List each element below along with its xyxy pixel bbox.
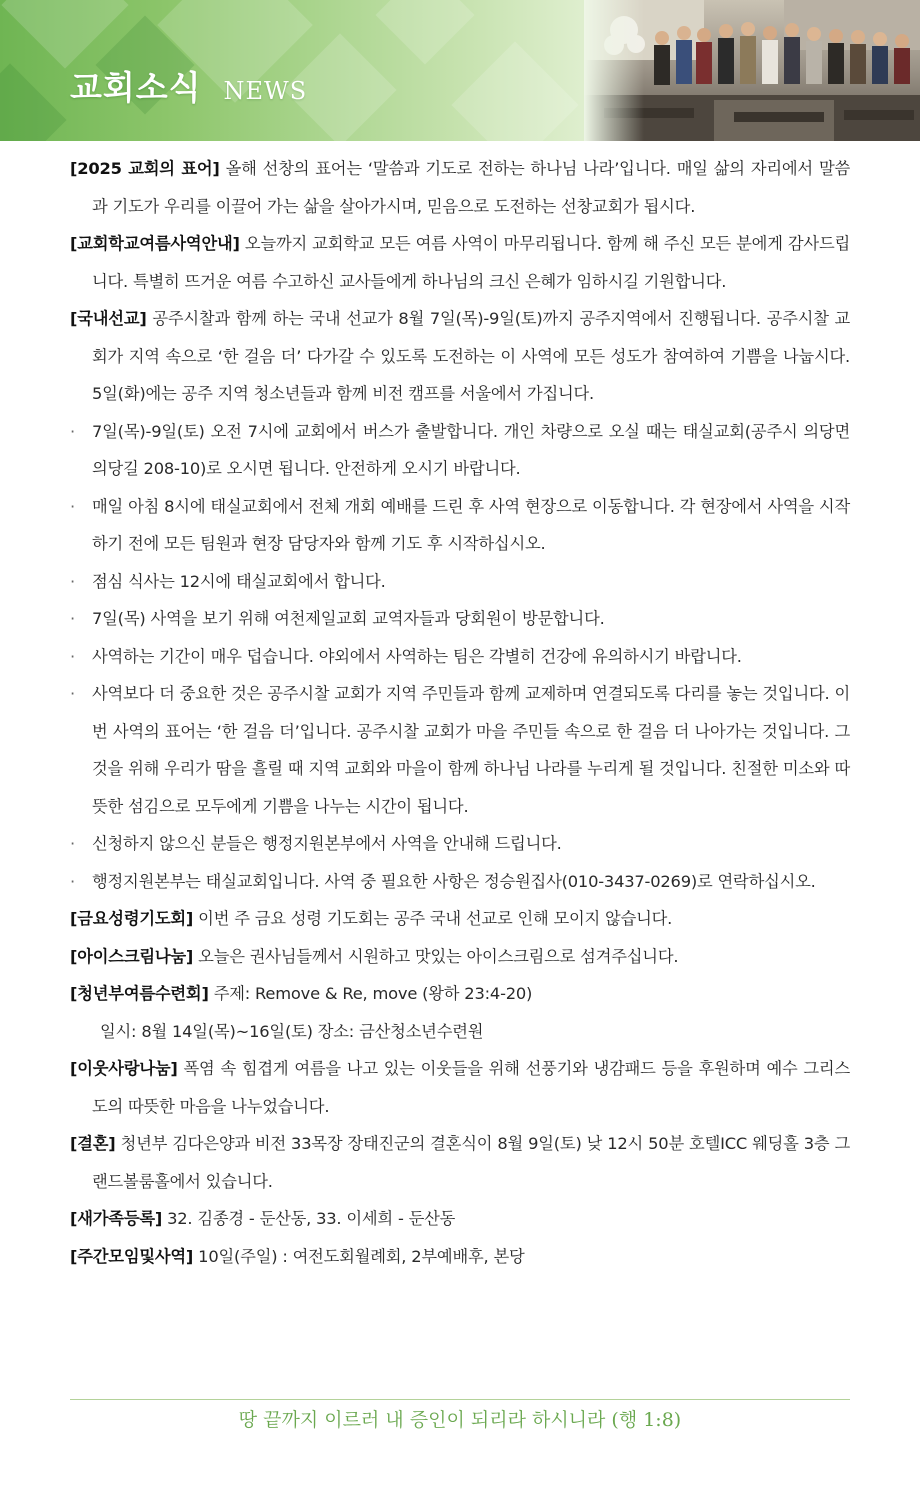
bullet-text: 신청하지 않으신 분들은 행정지원본부에서 사역을 안내해 드립니다. [92, 834, 562, 853]
congregation-photo [584, 0, 920, 141]
bullet-dot: · [70, 496, 75, 516]
item-text: 올해 선창의 표어는 ‘말씀과 기도로 전하는 하나님 나라’입니다. 매일 삶의 자리에서 말씀과 기도가 우리를 이끌어 가는 삶을 살아가시며, 믿음으로 도전하는 선창교회가 됩시다. [92, 159, 850, 216]
news-item-wedding [70, 1125, 850, 1200]
news-item-domestic-mission [70, 300, 850, 413]
news-item-icecream [70, 938, 850, 976]
header-banner [0, 0, 920, 141]
bullet-dot: · [70, 571, 75, 591]
mission-bullet [70, 413, 850, 488]
section-title: 교회소식 [70, 68, 202, 107]
item-text: 이번 주 금요 성령 기도회는 공주 국내 선교로 인해 모이지 않습니다. [193, 909, 673, 928]
item-text: 10일(주일) : 여전도회월례회, 2부예배후, 본당 [193, 1246, 525, 1266]
footer-verse: 땅 끝까지 이르러 내 증인이 되리라 하시니라 (행 1:8) [238, 1409, 682, 1431]
bullet-dot: · [70, 871, 75, 891]
item-text: 32. 김종경 - 둔산동, 33. 이세희 - 둔산동 [162, 1209, 456, 1228]
youth-retreat-detail: 일시: 8월 14일(목)~16일(토) 장소: 금산청소년수련원 [100, 1021, 484, 1041]
news-item-weekly-meetings [70, 1238, 850, 1276]
item-text: 청년부 김다은양과 비전 33목장 장태진군의 결혼식이 8월 9일(토) 낮 12시 50분 호텔ICC 웨딩홀 3층 그랜드볼룸홀에서 있습니다. [92, 1134, 850, 1191]
mission-bullet [70, 675, 850, 825]
bullet-dot: · [70, 684, 75, 703]
news-item-youth-retreat [70, 975, 850, 1013]
mission-bullet [70, 863, 850, 901]
item-tag: [아이스크림나눔] [70, 946, 194, 966]
news-content [70, 150, 850, 1275]
item-tag: [2025 교회의 표어] [70, 159, 220, 178]
item-tag: [새가족등록] [70, 1209, 163, 1228]
item-text: 주제: Remove & Re, move (왕하 23:4-20) [208, 984, 533, 1003]
header-title [70, 62, 307, 109]
mission-bullet [70, 825, 850, 863]
bullet-dot: · [70, 609, 75, 628]
item-text: 폭염 속 힘겹게 여름을 나고 있는 이웃들을 위해 선풍기와 냉감패드 등을 후원하며 예수 그리스도의 따뜻한 마음을 나누었습니다. [92, 1059, 850, 1116]
news-item-new-family [70, 1200, 850, 1238]
mission-bullet [70, 488, 850, 563]
bullet-text: 사역보다 더 중요한 것은 공주시찰 교회가 지역 주민들과 함께 교제하며 연결되도록 다리를 놓는 것입니다. 이번 사역의 표어는 ‘한 걸음 더’입니다. 공주시찰 교회가 마을 주민들 속으로 한 걸음 더 나아가는 것입니다. 그것을 위해 우리가 땀을 흘릴 때 지역 교회와 마을이 함께 하나님 나라를 누리게 될 것입니다. 친절한 미소와 따뜻한 섬김으로 모두에게 기쁨을 나누는 시간이 됩니다. [92, 684, 850, 816]
bullet-text: 매일 아침 8시에 태실교회에서 전체 개회 예배를 드린 후 사역 현장으로 이동합니다. 각 현장에서 사역을 시작하기 전에 모든 팀원과 현장 담당자와 함께 기도 후 시작하십시오. [92, 496, 850, 553]
item-tag: [금요성령기도회] [70, 909, 194, 928]
bullet-text: 7일(목)-9일(토) 오전 7시에 교회에서 버스가 출발합니다. 개인 차량으로 오실 때는 태실교회(공주시 의당면 의당길 208-10)로 오시면 됩니다. 안전하게 오시기 바랍니다. [92, 421, 850, 478]
bullet-dot: · [70, 834, 75, 853]
mission-bullet [70, 563, 850, 601]
item-tag: [이웃사랑나눔] [70, 1059, 178, 1078]
item-tag: [교회학교여름사역안내] [70, 234, 240, 253]
news-item-friday-prayer [70, 900, 850, 938]
news-item-neighbor-love [70, 1050, 850, 1125]
mission-bullet [70, 600, 850, 638]
news-item-summer-school [70, 225, 850, 300]
item-tag: [결혼] [70, 1134, 116, 1153]
bullet-dot: · [70, 421, 75, 441]
item-tag: [국내선교] [70, 309, 147, 328]
bullet-text: 점심 식사는 12시에 태실교회에서 합니다. [92, 571, 386, 591]
item-text: 공주시찰과 함께 하는 국내 선교가 8월 7일(목)-9일(토)까지 공주지역에서 진행됩니다. 공주시찰 교회가 지역 속으로 ‘한 걸음 더’ 다가갈 수 있도록 도전하는 이 사역에 모든 성도가 참여하여 기쁨을 나눕시다. 5일(화)에는 공주 지역 청소년들과 함께 비전 캠프를 서울에서 가집니다. [92, 309, 850, 403]
item-text: 오늘까지 교회학교 모든 여름 사역이 마무리됩니다. 함께 해 주신 모든 분에게 감사드립니다. 특별히 뜨거운 여름 수고하신 교사들에게 하나님의 크신 은혜가 임하시길 기원합니다. [92, 234, 850, 291]
footer-divider [70, 1399, 850, 1400]
mission-bullet [70, 638, 850, 676]
bullet-text: 7일(목) 사역을 보기 위해 여천제일교회 교역자들과 당회원이 방문합니다. [92, 609, 605, 628]
bullet-dot: · [70, 646, 75, 666]
bullet-text: 사역하는 기간이 매우 덥습니다. 야외에서 사역하는 팀은 각별히 건강에 유의하시기 바랍니다. [92, 646, 742, 666]
section-title-english: NEWS [223, 77, 308, 105]
item-text: 오늘은 권사님들께서 시원하고 맛있는 아이스크림으로 섬겨주십니다. [193, 946, 679, 966]
item-tag: [청년부여름수련회] [70, 984, 209, 1003]
news-item-motto [70, 150, 850, 225]
bullet-text: 행정지원본부는 태실교회입니다. 사역 중 필요한 사항은 정승원집사(010-3437-0269)로 연락하십시오. [92, 871, 816, 891]
item-tag: [주간모임및사역] [70, 1246, 194, 1266]
